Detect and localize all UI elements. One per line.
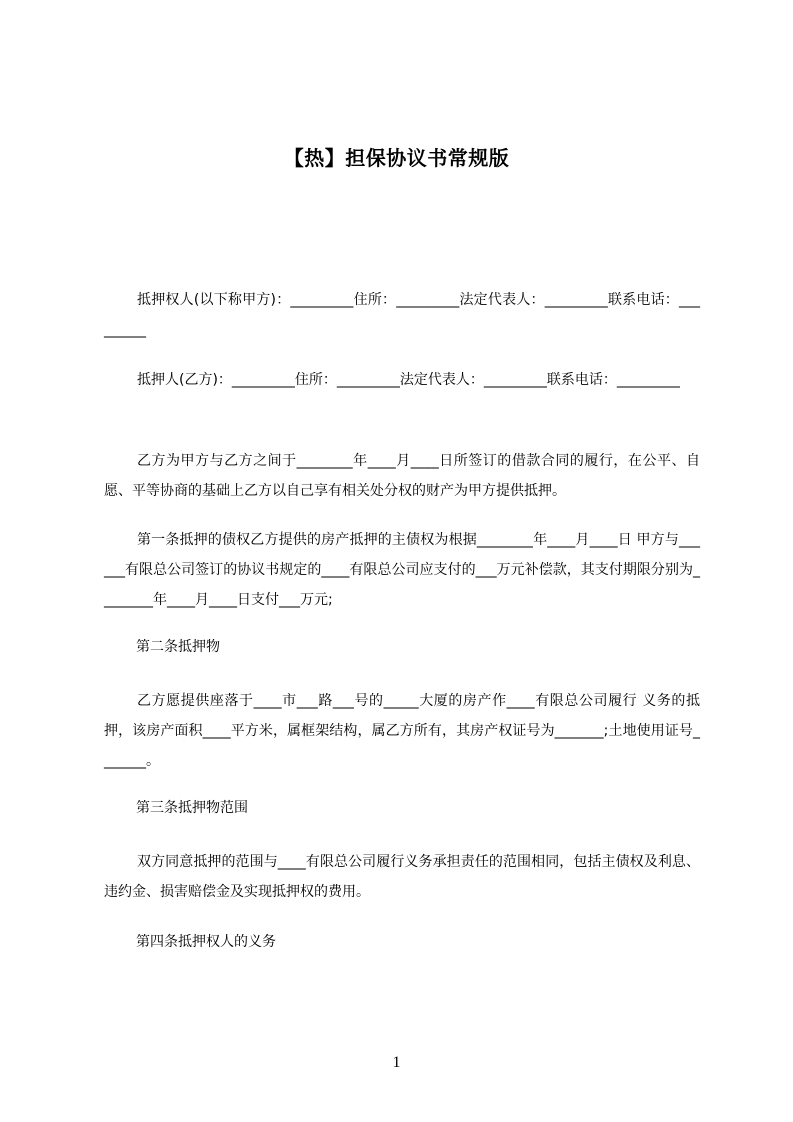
- article-3-heading: 第三条抵押物范围: [136, 800, 248, 816]
- article-2-heading: 第二条抵押物: [136, 639, 220, 655]
- mortgagee-info-paragraph: 抵押权人(以下称甲方)：_________住所：_________法定代表人：_________联系电话：_________: [104, 292, 700, 338]
- document-title: 【热】担保协议书常规版: [283, 146, 510, 170]
- article-2-paragraph: 乙方愿提供座落于____市___路___号的_____大厦的房产作____有限总公司履行 义务的抵押，该房产面积____平方米，属框架结构，属乙方所有，其房产权证号为_______;土地使用证号_______。: [104, 693, 700, 769]
- article-3-paragraph: 双方同意抵押的范围与____有限总公司履行义务承担责任的范围相同，包括主债权及利息、违约金、损害赔偿金及实现抵押权的费用。: [104, 854, 700, 900]
- preamble-paragraph: 乙方为甲方与乙方之间于________年____月____日所签订的借款合同的履行，在公平、自愿、平等协商的基础上乙方以自己享有相关处分权的财产为甲方提供抵押。: [104, 453, 700, 499]
- article-1-paragraph: 第一条抵押的债权乙方提供的房产抵押的主债权为根据________年____月____日 甲方与______有限总公司签订的协议书规定的____有限总公司应支付的___万元补偿款，其支付期限分别为________年____月____日支付___万元;: [104, 532, 700, 608]
- page-number: 1: [392, 1054, 401, 1071]
- mortgagor-info-paragraph: 抵押人(乙方)：_________住所：_________法定代表人：_________联系电话：_________: [137, 372, 680, 388]
- article-4-heading: 第四条抵押权人的义务: [136, 934, 276, 950]
